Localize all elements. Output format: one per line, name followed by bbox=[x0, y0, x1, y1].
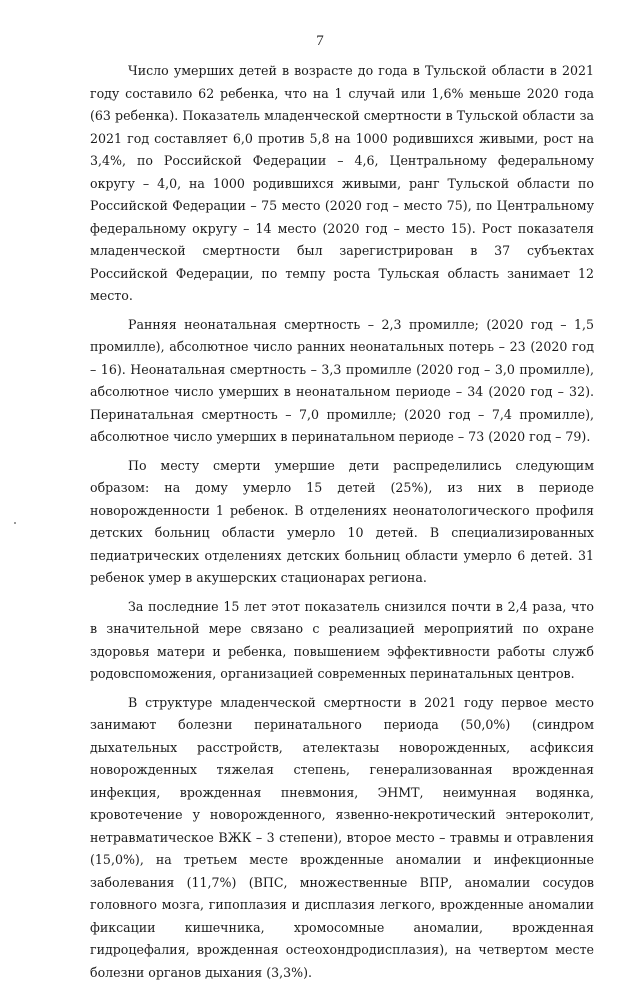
paragraph-infant-deaths: Число умерших детей в возрасте до года в Тульской области в 2021 году составило 62 ребенка, что на 1 случай или 1,6% меньше 2020 года (63 ребенка). Показатель младенческой смертности в Тульской области за 2021 год составляет 6,0 против 5,8 на 1000 родившихся живыми, рост на 3,4%, по Российской Федерации – 4,6, Центральному федеральному округу – 4,0, на 1000 родившихся живыми, ранг Тульской области по Российской Федерации – 75 место (2020 год – место 75), по Центральному федеральному округу – 14 место (2020 год – место 15). Рост показателя младенческой смертности был зарегистрирован в 37 субъектах Российской Федерации, по темпу роста Тульская область занимает 12 место. bbox=[90, 63, 594, 303]
scan-artifact-dot bbox=[14, 522, 16, 524]
paragraph-fifteen-year-trend: За последние 15 лет этот показатель снизился почти в 2,4 раза, что в значительной мере связано с реализацией мероприятий по охране здоровья матери и ребенка, повышением эффективности работы служб родовспоможения, организацией современных перинатальных центров. bbox=[90, 598, 594, 681]
page-number: 7 bbox=[316, 33, 324, 49]
paragraph-neonatal-mortality: Ранняя неонатальная смертность – 2,3 промилле; (2020 год – 1,5 промилле), абсолютное число ранних неонатальных потерь – 23 (2020 год – 16). Неонатальная смертность – 3,3 промилле (2020 год – 3,0 промилле), абсолютное число умерших в неонатальном периоде – 34 (2020 год – 32). Перинатальная смертность – 7,0 промилле; (2020 год – 7,4 промилле), абсолютное число умерших в перинатальном периоде – 73 (2020 год – 79). bbox=[90, 316, 594, 444]
document-body bbox=[90, 60, 594, 990]
paragraph-mortality-structure: В структуре младенческой смертности в 2021 году первое место занимают болезни перинатального периода (50,0%) (синдром дыхательных расстройств, ателектазы новорожденных, асфиксия новорожденных тяжелая степень, генерализованная врожденная инфекция, врожденная пневмония, ЭНМТ, неимунная водянка, кровотечение у новорожденного, язвенно-некротический энтероколит, нетравматическое ВЖК – 3 степени), второе место – травмы и отравления (15,0%), на третьем месте врожденные аномалии и инфекционные заболевания (11,7%) (ВПС, множественные ВПР, аномалии сосудов головного мозга, гипоплазия и дисплазия легкого, врожденные аномалии фиксации кишечника, хромосомные аномалии, врожденная гидроцефалия, врожденная остеохондродисплазия), на четвертом месте болезни органов дыхания (3,3%). bbox=[90, 694, 594, 980]
paragraph-place-of-death: По месту смерти умершие дети распределились следующим образом: на дому умерло 15 детей (25%), из них в периоде новорожденности 1 ребенок. В отделениях неонатологического профиля детских больниц области умерло 10 детей. В специализированных педиатрических отделениях детских больниц области умерло 6 детей. 31 ребенок умер в акушерских стационарах региона. bbox=[90, 457, 594, 585]
